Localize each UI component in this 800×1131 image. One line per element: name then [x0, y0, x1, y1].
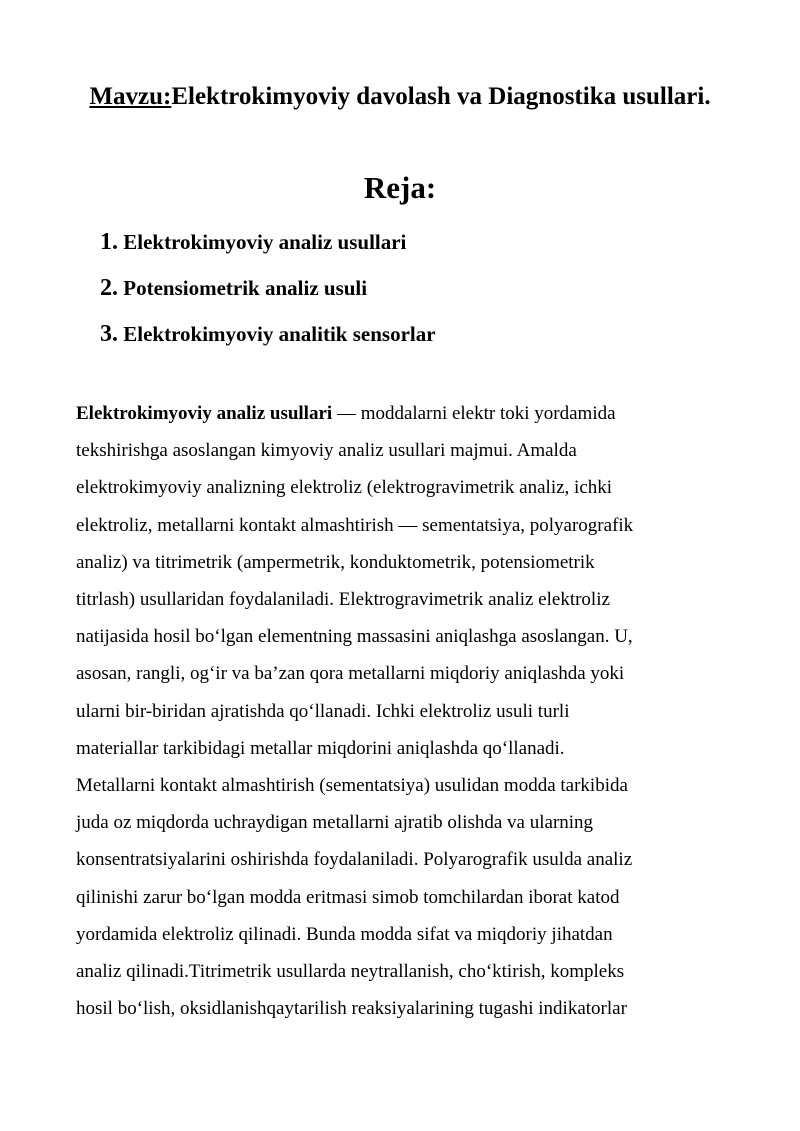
paragraph-line: tekshirishga asoslangan kimyoviy analiz usullari majmui. Amalda — [76, 440, 577, 462]
paragraph-line: materiallar tarkibidagi metallar miqdorini aniqlashda qo‘llanadi. — [76, 737, 565, 759]
paragraph-line-text: — moddalarni elektr toki yordamida — [332, 403, 616, 424]
title-lead: Mavzu: — [89, 83, 172, 110]
plan-item-text: Elektrokimyoviy analitik sensorlar — [123, 322, 436, 346]
paragraph-line: qilinishi zarur bo‘lgan modda eritmasi simob tomchilardan iborat katod — [76, 886, 620, 908]
paragraph-line: elektroliz, metallarni kontakt almashtirish — sementatsiya, polyarografik — [76, 514, 634, 536]
plan-item-number: 2. — [100, 275, 118, 301]
plan-item — [100, 266, 436, 312]
paragraph-line: asosan, rangli, og‘ir va ba’zan qora metallarni miqdoriy aniqlashda yoki — [76, 663, 625, 685]
paragraph-line — [76, 395, 716, 432]
plan-item-text: Potensiometrik analiz usuli — [123, 276, 368, 300]
document-title — [60, 72, 740, 122]
paragraph-line: hosil bo‘lish, oksidlanishqaytarilish reaksiyalarining tugashi indikatorlar — [76, 998, 627, 1020]
paragraph-line: titrlash) usullaridan foydalaniladi. Elektrogravimetrik analiz elektroliz — [76, 589, 610, 611]
plan-item-number: 1. — [100, 229, 118, 255]
plan-heading: Reja: — [363, 170, 437, 205]
paragraph-line: elektrokimyoviy analizning elektroliz (elektrogravimetrik analiz, ichki — [76, 477, 613, 499]
plan-item — [100, 220, 436, 266]
title-text: Elektrokimyoviy davolash va Diagnostika usullari. — [171, 83, 711, 110]
paragraph-line: yordamida elektroliz qilinadi. Bunda modda sifat va miqdoriy jihatdan — [76, 923, 613, 945]
paragraph-line: ularni bir-biridan ajratishda qo‘llanadi. Ichki elektroliz usuli turli — [76, 700, 570, 722]
plan-list — [100, 220, 436, 358]
paragraph-line: konsentratsiyalarini oshirishda foydalaniladi. Polyarografik usulda analiz — [76, 849, 633, 871]
paragraph-line: natijasida hosil bo‘lgan elementning massasini aniqlashga asoslangan. U, — [76, 626, 633, 648]
paragraph-line: analiz) va titrimetrik (ampermetrik, konduktometrik, potensiometrik — [76, 551, 595, 573]
body-paragraph — [76, 395, 716, 1027]
lead-term: Elektrokimyoviy analiz usullari — [76, 403, 333, 424]
plan-item-number: 3. — [100, 321, 118, 347]
paragraph-line: juda oz miqdorda uchraydigan metallarni ajratib olishda va ularning — [76, 812, 594, 834]
plan-item-text: Elektrokimyoviy analiz usullari — [123, 230, 407, 254]
paragraph-line: analiz qilinadi.Titrimetrik usullarda neytrallanish, cho‘ktirish, kompleks — [76, 961, 625, 983]
paragraph-line: Metallarni kontakt almashtirish (sementatsiya) usulidan modda tarkibida — [76, 775, 628, 797]
plan-item — [100, 312, 436, 358]
